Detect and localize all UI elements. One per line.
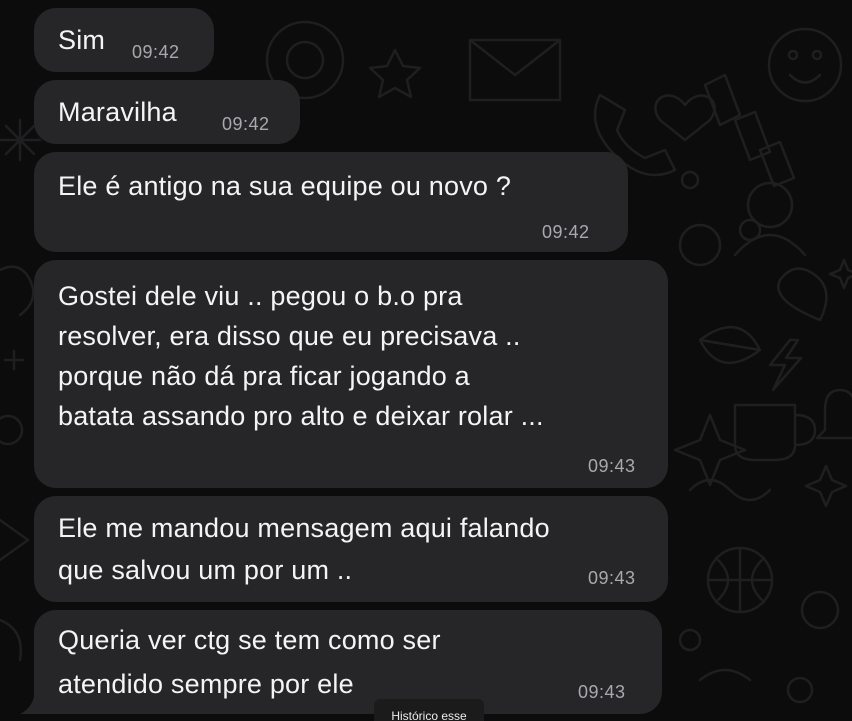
message-timestamp: 09:43 [588, 456, 636, 476]
message-bubble[interactable] [34, 8, 214, 72]
message-text: Gostei dele viu .. pegou o b.o pra [58, 281, 463, 311]
message-bubble[interactable] [34, 260, 668, 488]
message-text: Queria ver ctg se tem como ser [58, 625, 441, 655]
message-bubble[interactable] [34, 610, 662, 714]
message-bubble[interactable] [34, 496, 668, 602]
message-bubble[interactable] [34, 152, 628, 252]
tooltip: Histórico esse [374, 699, 484, 721]
message-timestamp: 09:43 [578, 682, 626, 702]
message-text: atendido sempre por ele [58, 669, 354, 699]
bubble-tail [18, 696, 44, 716]
message-bubble[interactable] [34, 80, 300, 144]
message-text: Ele me mandou mensagem aqui falando [58, 513, 550, 543]
message-timestamp: 09:42 [542, 222, 590, 242]
message-text: resolver, era disso que eu precisava .. [58, 321, 521, 351]
message-text: Maravilha [58, 97, 177, 127]
message-text: Sim [58, 25, 106, 55]
message-text: que salvou um por um .. [58, 555, 353, 585]
message-text: Ele é antigo na sua equipe ou novo ? [58, 171, 512, 201]
message-timestamp: 09:42 [132, 42, 180, 62]
message-text: batata assando pro alto e deixar rolar ... [58, 401, 544, 431]
message-timestamp: 09:42 [222, 114, 270, 134]
message-timestamp: 09:43 [588, 568, 636, 588]
message-text: porque não dá pra ficar jogando a [58, 361, 470, 391]
